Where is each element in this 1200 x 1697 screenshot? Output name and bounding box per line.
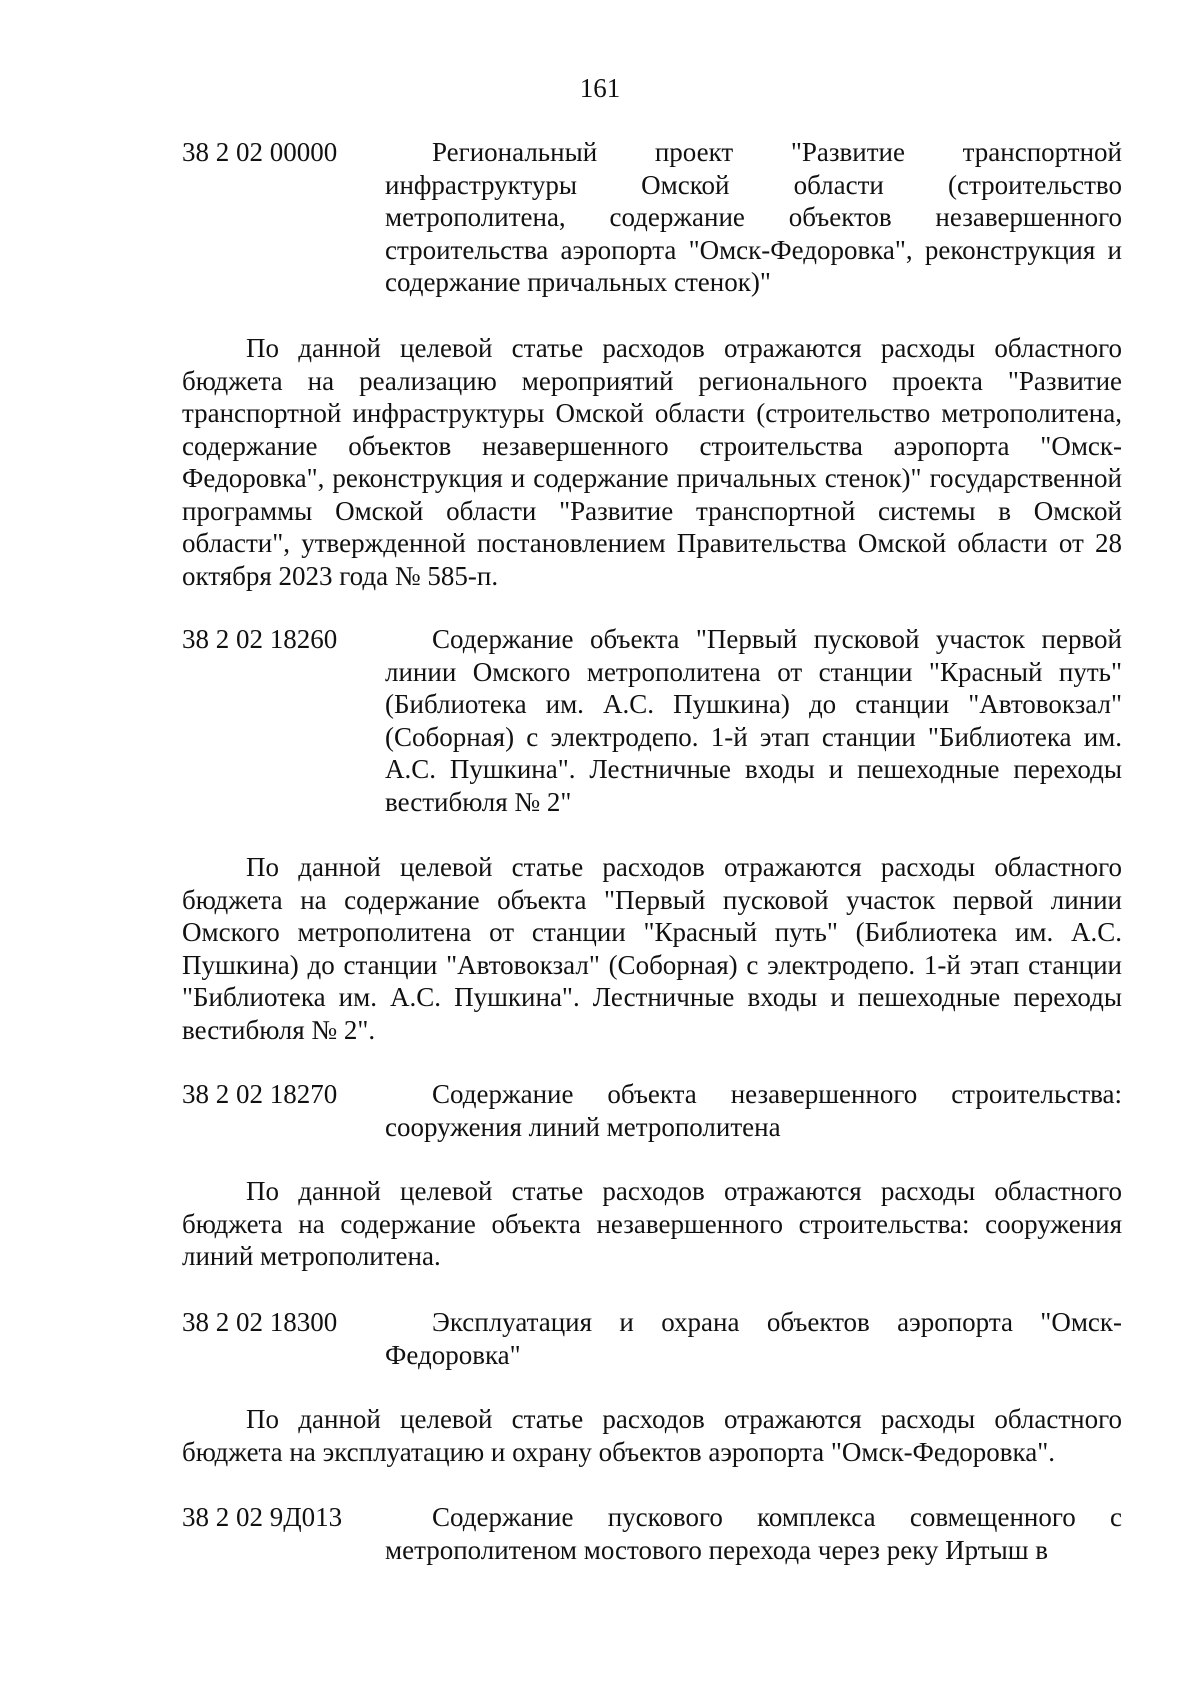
budget-entry bbox=[182, 1078, 1122, 1143]
entry-code: 38 2 02 18270 bbox=[182, 1079, 338, 1109]
budget-entry bbox=[182, 1501, 1122, 1566]
entry-code: 38 2 02 9Д013 bbox=[182, 1502, 343, 1532]
entry-title: Содержание объекта незавершенного строительства: сооружения линий метрополитена bbox=[385, 1079, 1122, 1142]
entry-code: 38 2 02 18260 bbox=[182, 624, 338, 654]
entry-title: Содержание объекта "Первый пусковой участок первой линии Омского метрополитена от станции "Красный путь" (Библиотека им. А.С. Пушкина) до станции "Автовокзал" (Соборная) с электродепо. 1-й этап станции "Библиотека им. А.С. Пушкина". Лестничные входы и пешеходные переходы вестибюля № 2" bbox=[385, 624, 1122, 817]
entry-code: 38 2 02 00000 bbox=[182, 137, 338, 167]
entry-description: По данной целевой статье расходов отражаются расходы областного бюджета на содержание объекта незавершенного строительства: сооружения линий метрополитена. bbox=[182, 1176, 1122, 1271]
budget-entry bbox=[182, 1306, 1122, 1371]
budget-entry bbox=[182, 136, 1122, 299]
entry-title: Эксплуатация и охрана объектов аэропорта "Омск-Федоровка" bbox=[385, 1307, 1122, 1370]
budget-entry bbox=[182, 623, 1122, 818]
entry-code: 38 2 02 18300 bbox=[182, 1307, 338, 1337]
entry-description: По данной целевой статье расходов отражаются расходы областного бюджета на содержание объекта "Первый пусковой участок первой линии Омского метрополитена от станции "Красный путь" (Библиотека им. А.С. Пушкина) до станции "Автовокзал" (Соборная) с электродепо. 1-й этап станции "Библиотека им. А.С. Пушкина". Лестничные входы и пешеходные переходы вестибюля № 2". bbox=[182, 852, 1122, 1045]
entry-description: По данной целевой статье расходов отражаются расходы областного бюджета на эксплуатацию и охрану объектов аэропорта "Омск-Федоровка". bbox=[182, 1404, 1122, 1467]
entry-description: По данной целевой статье расходов отражаются расходы областного бюджета на реализацию мероприятий регионального проекта "Развитие транспортной инфраструктуры Омской области (строительство метрополитена, содержание объектов незавершенного строительства аэропорта "Омск-Федоровка", реконструкция и содержание причальных стенок)" государственной программы Омской области "Развитие транспортной системы в Омской области", утвержденной постановлением Правительства Омской области от 28 октября 2023 года № 585-п. bbox=[182, 333, 1122, 591]
page-number: 161 bbox=[579, 73, 621, 103]
entry-title: Содержание пускового комплекса совмещенного с метрополитеном мостового перехода через реку Иртыш в bbox=[385, 1502, 1122, 1565]
entry-title: Региональный проект "Развитие транспортной инфраструктуры Омской области (строительство метрополитена, содержание объектов незавершенного строительства аэропорта "Омск-Федоровка", реконструкция и содержание причальных стенок)" bbox=[385, 137, 1122, 297]
